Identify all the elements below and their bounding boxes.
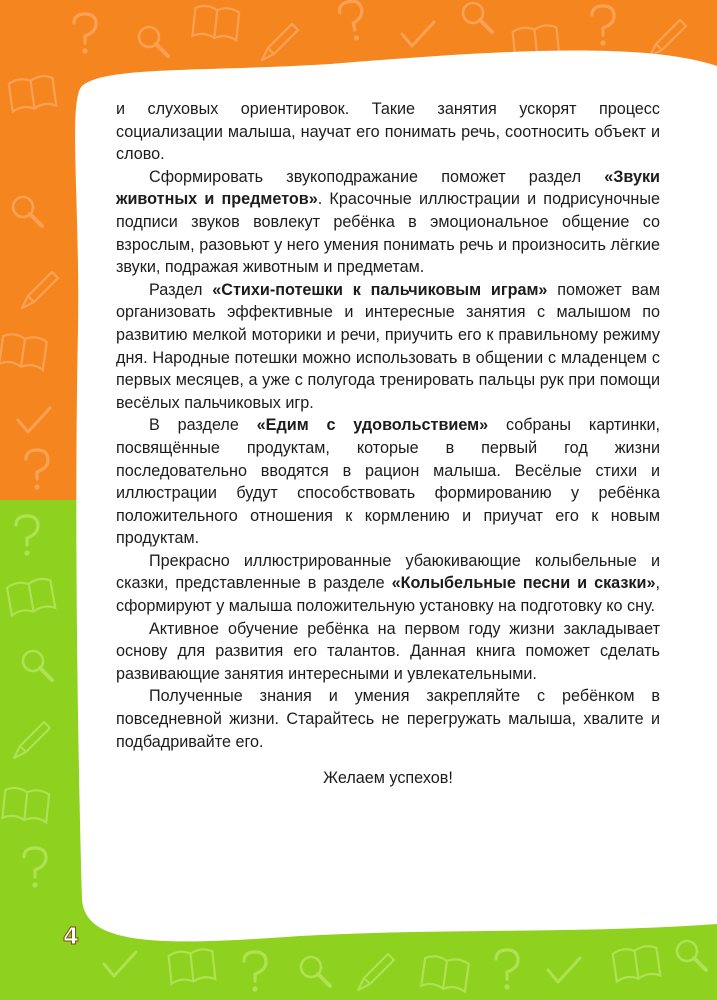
paragraph-text: собраны картинки, посвящённые продуктам, которые в первый год жизни последовательно вводятся в рацион малыша. Весёлые стихи и иллюстрации будут способствовать формированию у ребёнка положительного отношения к кормлению и приучат его к новым продуктам. <box>116 416 660 548</box>
paragraph-text: В разделе <box>149 416 257 435</box>
paragraph-intro: и слуховых ориентировок. Такие занятия ускорят процесс социализации малыша, научат его понимать речь, соотносить объект и слово. <box>116 100 660 164</box>
page-number: 4 <box>62 924 79 950</box>
closing-wish: Желаем успехов! <box>323 769 453 788</box>
paragraph-reinforce: Полученные знания и умения закрепляйте с ребёнком в повседневной жизни. Старайтесь не перегружать малыша, хвалите и подбадривайте его. <box>116 687 660 751</box>
paragraph-active-learning: Активное обучение ребёнка на первом году жизни закладывает основу для развития его талантов. Данная книга поможет сделать развивающие занятия интересными и увлекательными. <box>116 619 660 683</box>
article-text <box>116 98 660 790</box>
paragraph-finger-rhymes <box>116 279 660 415</box>
paragraph-animal-sounds <box>116 166 660 279</box>
paragraph-text: Раздел <box>149 280 213 299</box>
paragraph-text: . Красочные иллюстрации и подрисуночные подписи звуков вовлекут ребёнка в эмоциональное общение со взрослым, разовьют у него умения понимать речь и произносить лёгкие звуки, подражая животным и предметам. <box>116 190 660 277</box>
paragraph-text: Прекрасно иллюстрированные убаюкивающие колыбельные и сказки, представленные в разделе <box>116 551 660 593</box>
paragraph-text: Сформировать звукоподражание поможет раздел <box>149 167 605 186</box>
paragraph-text: , сформируют у малыша положительную установку на подготовку ко сну. <box>116 574 660 616</box>
paragraph-eating <box>116 414 660 550</box>
section-title-eating: «Едим с удовольствием» <box>256 416 489 435</box>
paragraph-lullabies <box>116 550 660 618</box>
paragraph-text: поможет вам организовать эффективные и интересные занятия с малышом по развитию мелкой моторики и речи, приучить его к правильному режиму дня. Народные потешки можно использовать в общении с младенцем с первых месяцев, а уже с полугода тренировать пальцы рук при помощи весёлых пальчиковых игр. <box>116 280 661 412</box>
section-title-animal-sounds: «Звуки животных и предметов» <box>116 167 660 209</box>
section-title-finger-rhymes: «Стихи-потешки к пальчиковым играм» <box>212 280 548 299</box>
section-title-lullabies: «Колыбельные песни и сказки» <box>391 574 656 593</box>
